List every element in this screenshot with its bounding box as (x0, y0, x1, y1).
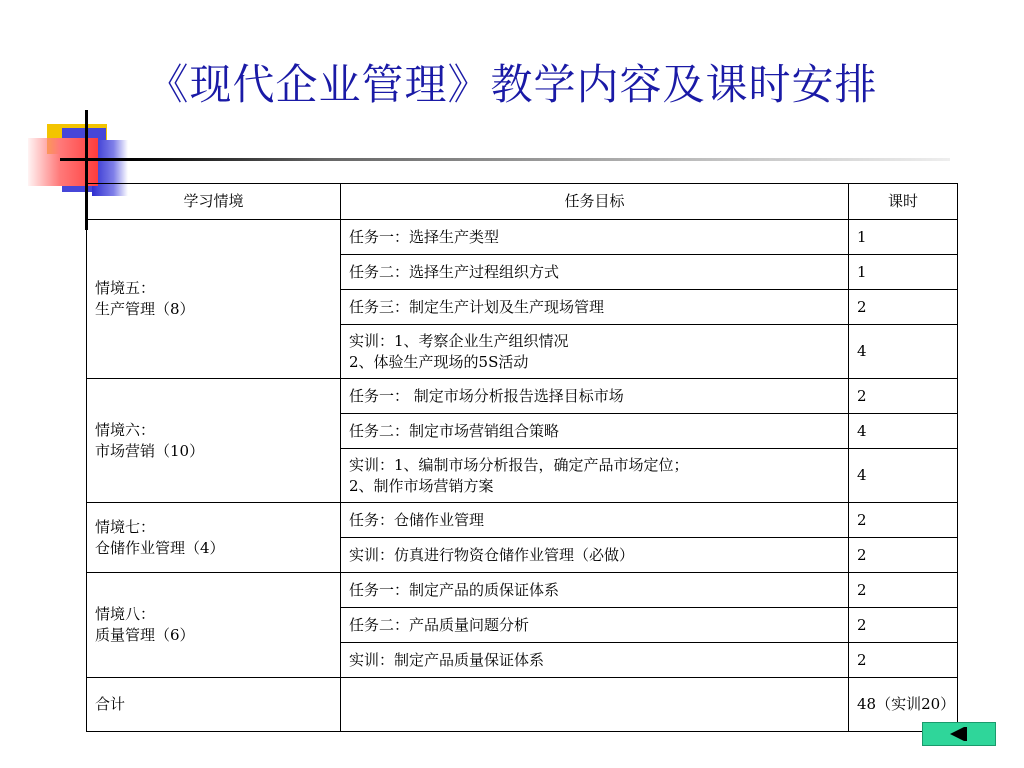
task-cell: 任务：仓储作业管理 (341, 503, 849, 538)
task-cell: 任务二：产品质量问题分析 (341, 608, 849, 643)
header-situation: 学习情境 (87, 184, 341, 220)
task-cell: 实训：制定产品质量保证体系 (341, 643, 849, 678)
task-cell: 任务二：制定市场营销组合策略 (341, 414, 849, 449)
total-task-cell (341, 678, 849, 732)
table-row (87, 379, 958, 414)
hours-cell: 4 (849, 325, 958, 379)
hours-cell: 2 (849, 379, 958, 414)
task-cell: 任务一：制定产品的质保证体系 (341, 573, 849, 608)
hours-cell: 2 (849, 538, 958, 573)
situation-cell: 情境五： 生产管理（8） (87, 220, 341, 379)
header-task: 任务目标 (341, 184, 849, 220)
task-cell: 任务一：选择生产类型 (341, 220, 849, 255)
hours-cell: 1 (849, 220, 958, 255)
table-row (87, 220, 958, 255)
schedule-table (86, 183, 958, 732)
task-cell: 任务一： 制定市场分析报告选择目标市场 (341, 379, 849, 414)
page-title: 《现代企业管理》教学内容及课时安排 (146, 60, 878, 109)
task-cell: 实训：仿真进行物资仓储作业管理（必做） (341, 538, 849, 573)
hours-cell: 2 (849, 290, 958, 325)
hours-cell: 4 (849, 449, 958, 503)
task-cell: 实训：1、考察企业生产组织情况 2、体验生产现场的5S活动 (341, 325, 849, 379)
total-hours: 48（实训20） (849, 678, 958, 732)
total-row (87, 678, 958, 732)
header-hours: 课时 (849, 184, 958, 220)
situation-cell: 情境六： 市场营销（10） (87, 379, 341, 503)
yellow-square-decoration (47, 124, 107, 154)
hours-cell: 1 (849, 255, 958, 290)
situation-cell: 情境七： 仓储作业管理（4） (87, 503, 341, 573)
task-cell: 任务三：制定生产计划及生产现场管理 (341, 290, 849, 325)
task-cell: 实训：1、编制市场分析报告，确定产品市场定位； 2、制作市场营销方案 (341, 449, 849, 503)
table-row (87, 503, 958, 538)
table-header-row (87, 184, 958, 220)
hours-cell: 4 (849, 414, 958, 449)
back-arrow-icon (948, 726, 970, 742)
situation-cell: 情境八： 质量管理（6） (87, 573, 341, 678)
hours-cell: 2 (849, 608, 958, 643)
task-cell: 任务二：选择生产过程组织方式 (341, 255, 849, 290)
red-gradient-decoration (28, 138, 98, 186)
back-button[interactable] (922, 722, 996, 746)
table-row (87, 573, 958, 608)
total-label: 合计 (87, 678, 341, 732)
hours-cell: 2 (849, 503, 958, 538)
hours-cell: 2 (849, 573, 958, 608)
hours-cell: 2 (849, 643, 958, 678)
horizontal-rule (60, 158, 950, 161)
